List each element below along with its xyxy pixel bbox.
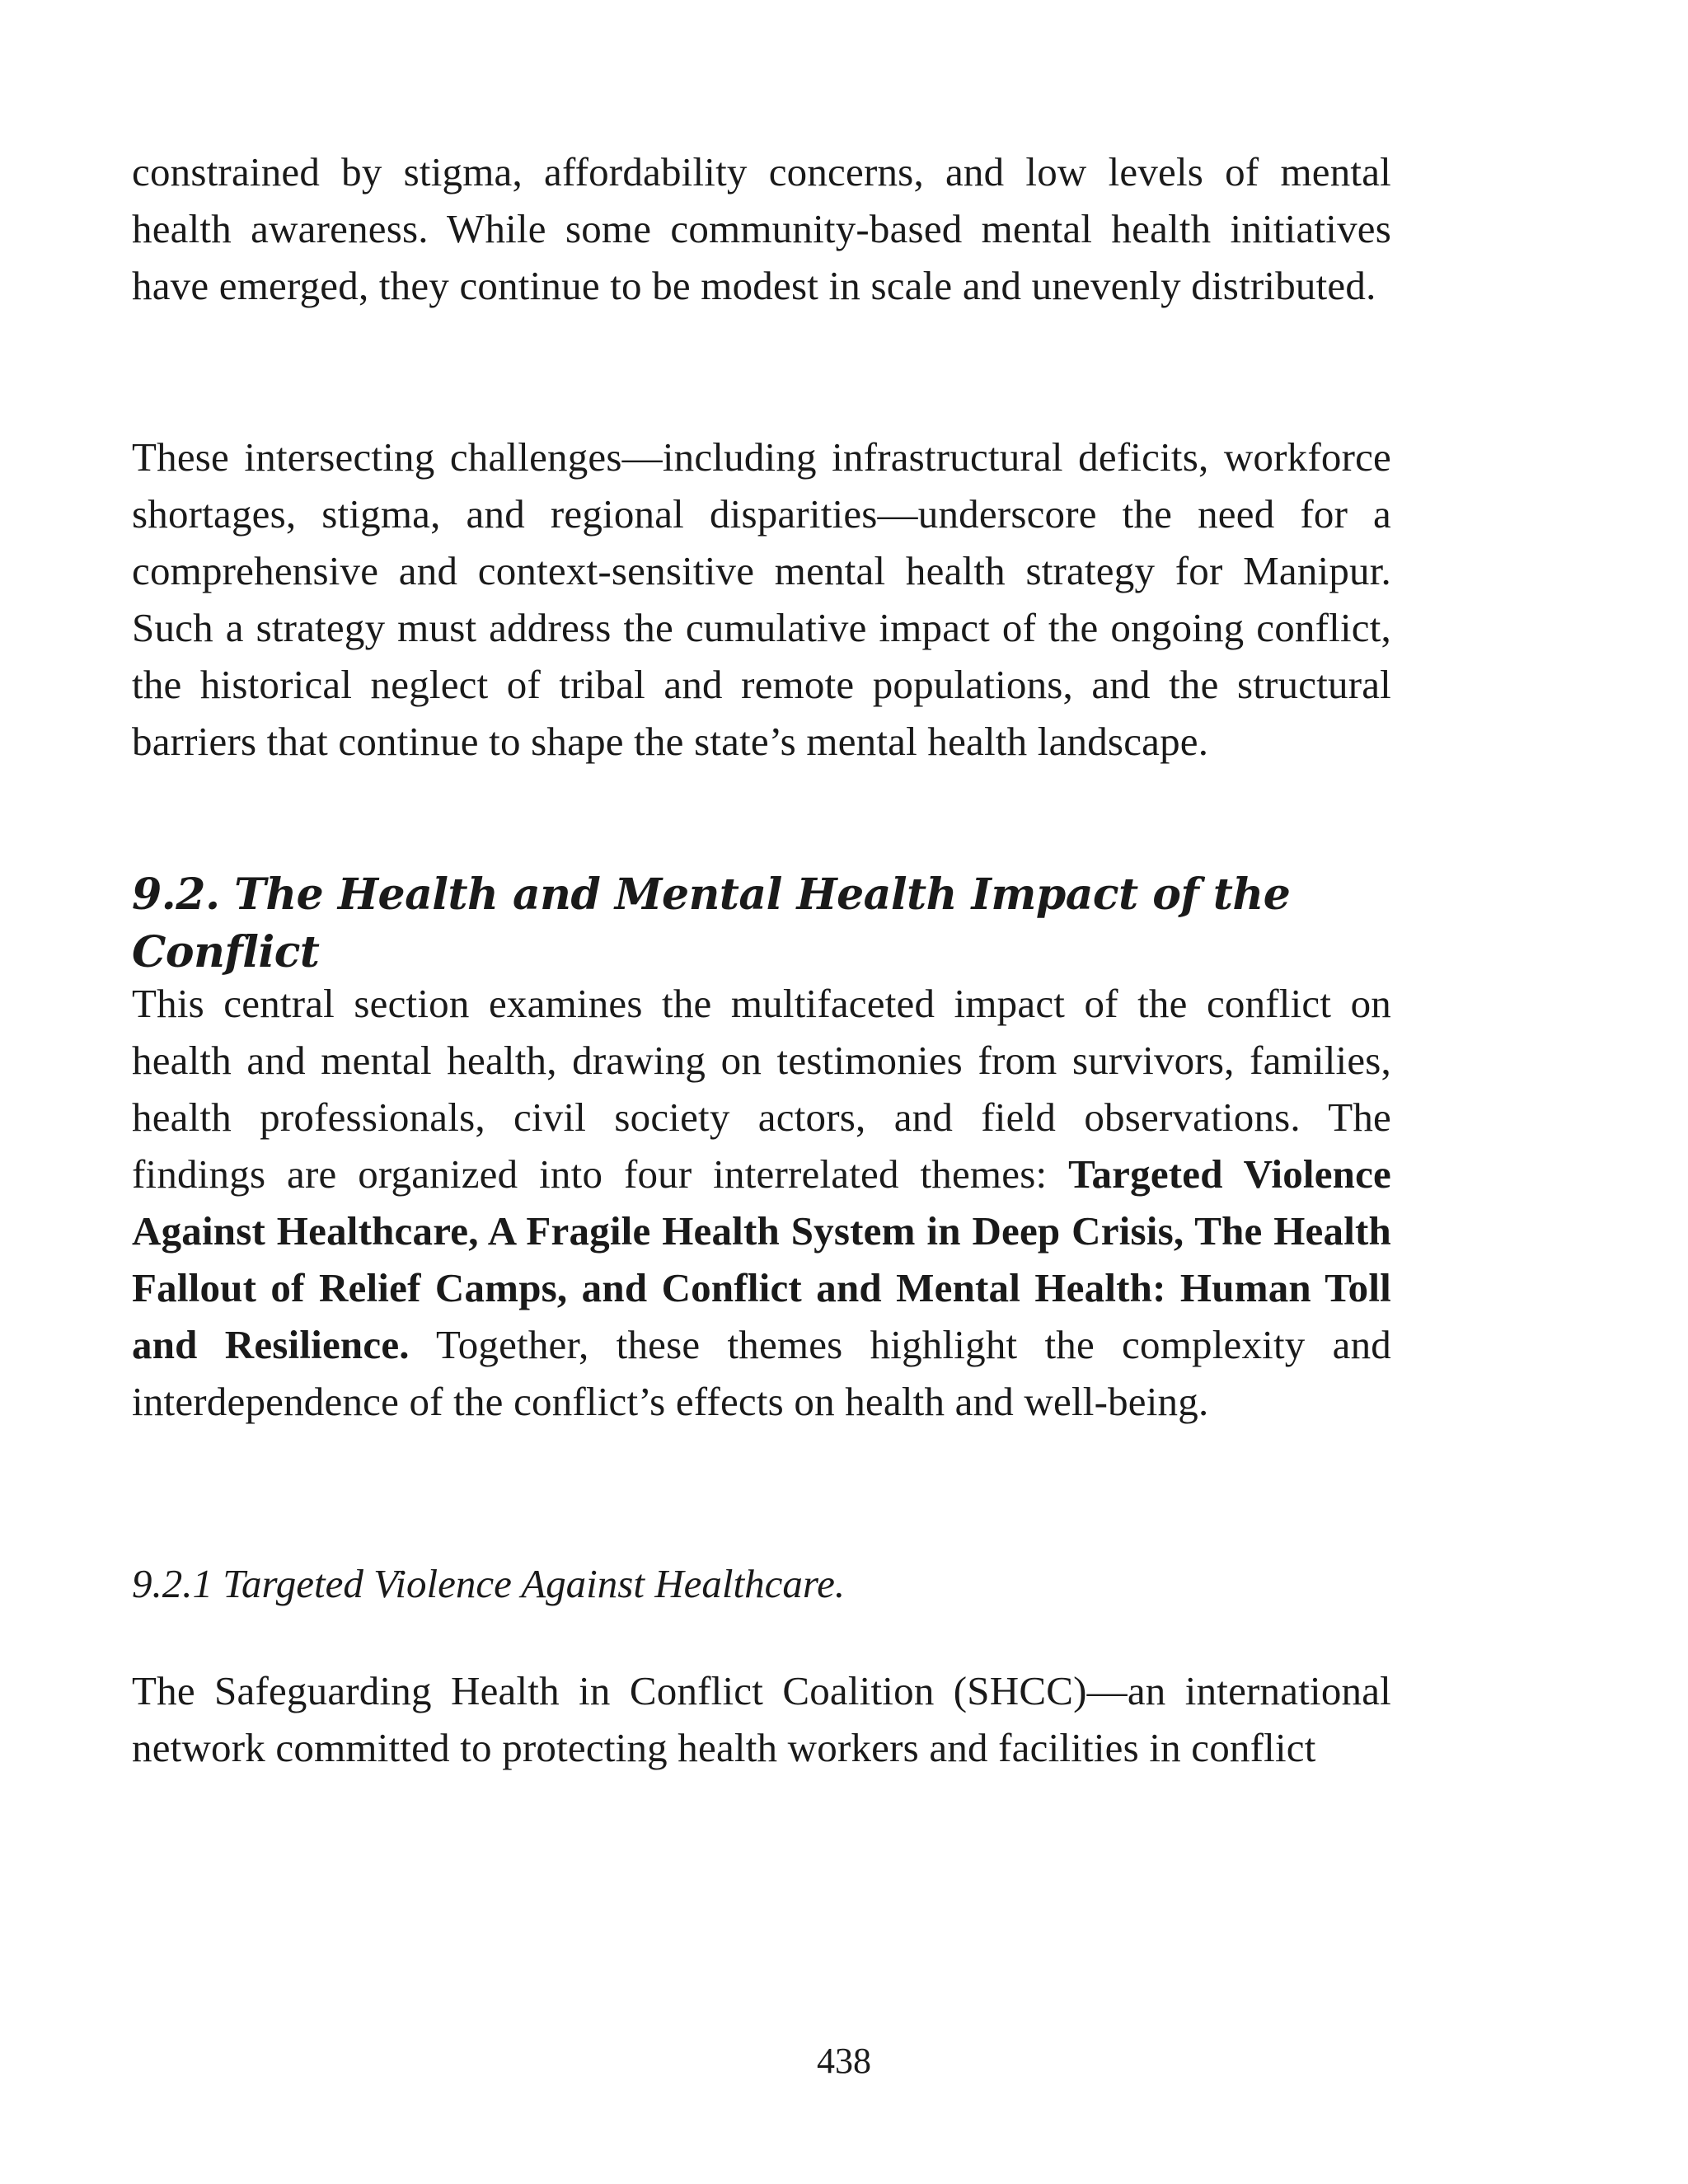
overview-closing-text: Together, these themes highlight the complexity and interdependence of the conflict’s effects on health and well-being. <box>132 1322 1391 1424</box>
paragraph-section-overview <box>132 975 1391 1430</box>
subsection-heading-block <box>132 1555 1391 1612</box>
page-number: 438 <box>817 2041 871 2081</box>
section-heading: 9.2. The Health and Mental Health Impact of the Conflict <box>132 869 1291 977</box>
themes-list-bold: Targeted Violence Against Healthcare, A Fragile Health System in Deep Crisis, The Health Fallout of Relief Camps, and Conflict and Mental Health: Human Toll and Resilience. <box>132 1151 1391 1367</box>
section-heading-block <box>132 866 1391 982</box>
paragraph-shcc <box>132 1662 1391 1776</box>
paragraph-text: The Safeguarding Health in Conflict Coalition (SHCC)—an international network committed to protecting health workers and facilities in conflict <box>132 1668 1391 1770</box>
paragraph-text <box>132 975 1391 1430</box>
paragraph-stigma-awareness <box>132 143 1391 314</box>
paragraph-intersecting-challenges <box>132 429 1391 770</box>
subsection-heading: 9.2.1 Targeted Violence Against Healthcare. <box>132 1561 846 1606</box>
paragraph-text: constrained by stigma, affordability concerns, and low levels of mental health awareness. While some community-based mental health initiatives have emerged, they continue to be modest in scale and unevenly distributed. <box>132 149 1391 308</box>
overview-intro-text: This central section examines the multifaceted impact of the conflict on health and mental health, drawing on testimonies from survivors, families, health professionals, civil society actors, and field observations. The findings are organized into four interrelated themes: <box>132 981 1391 1197</box>
paragraph-text: These intersecting challenges—including infrastructural deficits, workforce shortages, stigma, and regional disparities—underscore the need for a comprehensive and context-sensitive mental health strategy for Manipur. Such a strategy must address the cumulative impact of the ongoing conflict, the historical neglect of tribal and remote populations, and the structural barriers that continue to shape the state’s mental health landscape. <box>132 434 1391 764</box>
